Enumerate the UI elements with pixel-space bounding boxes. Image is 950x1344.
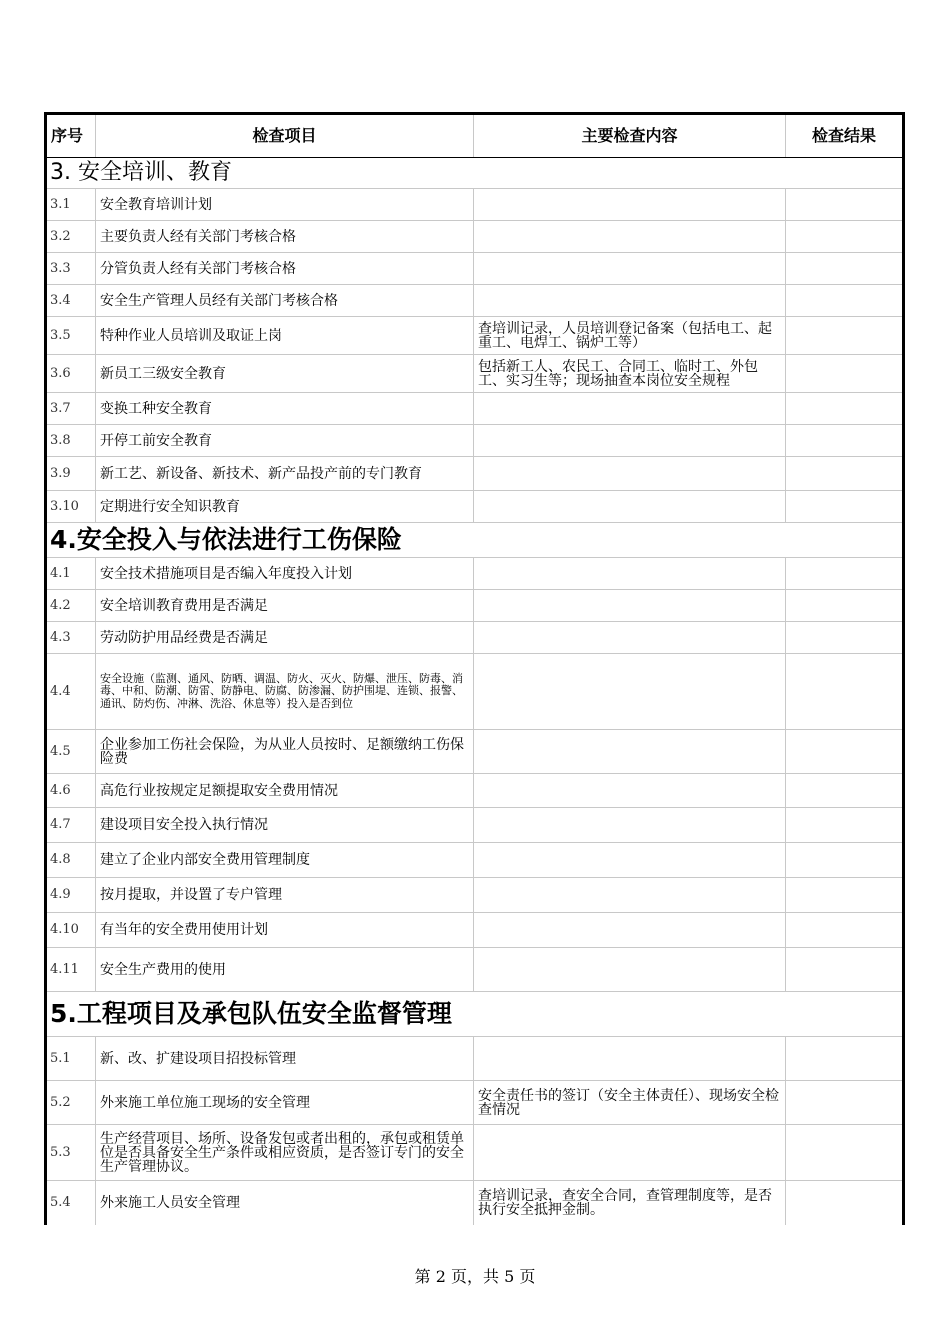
section-title: 5.工程项目及承包队伍安全监督管理: [46, 992, 904, 1037]
row-no: 4.7: [46, 808, 96, 843]
row-no: 3.7: [46, 393, 96, 425]
row-no: 4.9: [46, 878, 96, 913]
row-item: 企业参加工伤社会保险，为从业人员按时、足额缴纳工伤保险费: [96, 730, 474, 774]
table-row: [46, 948, 904, 992]
row-result-cell[interactable]: [786, 1037, 904, 1081]
row-content: [474, 558, 786, 590]
section-title: 4.安全投入与依法进行工伤保险: [46, 523, 904, 558]
row-item: 新、改、扩建设项目招投标管理: [96, 1037, 474, 1081]
row-no: 5.1: [46, 1037, 96, 1081]
table-row: [46, 1081, 904, 1125]
header-col-no: 序号: [46, 114, 96, 158]
row-no: 3.4: [46, 285, 96, 317]
row-item: 按月提取，并设置了专户管理: [96, 878, 474, 913]
row-no: 4.4: [46, 654, 96, 730]
row-result-cell[interactable]: [786, 808, 904, 843]
row-item: 主要负责人经有关部门考核合格: [96, 221, 474, 253]
row-content: 查培训记录，人员培训登记备案（包括电工、起重工、电焊工、锅炉工等）: [474, 317, 786, 355]
row-result-cell[interactable]: [786, 393, 904, 425]
row-item: 安全设施（监测、通风、防晒、调温、防火、灭火、防爆、泄压、防毒、消毒、中和、防潮、防雷、防静电、防腐、防渗漏、防护围堤、连锁、报警、通讯、防灼伤、冲淋、洗浴、休息等）投入是否到位: [96, 654, 474, 730]
row-result-cell[interactable]: [786, 558, 904, 590]
row-no: 4.6: [46, 774, 96, 808]
row-item: 安全技术措施项目是否编入年度投入计划: [96, 558, 474, 590]
row-no: 3.6: [46, 355, 96, 393]
table-header-row: [46, 114, 904, 158]
row-no: 4.3: [46, 622, 96, 654]
table-row: [46, 843, 904, 878]
row-content: [474, 622, 786, 654]
table-row: [46, 808, 904, 843]
row-item: 分管负责人经有关部门考核合格: [96, 253, 474, 285]
row-item: 安全生产费用的使用: [96, 948, 474, 992]
header-col-item: 检查项目: [96, 114, 474, 158]
row-content: [474, 221, 786, 253]
table-row: [46, 774, 904, 808]
table-row: [46, 1181, 904, 1225]
row-result-cell[interactable]: [786, 189, 904, 221]
section-row: [46, 523, 904, 558]
row-no: 3.2: [46, 221, 96, 253]
table-row: [46, 189, 904, 221]
row-result-cell[interactable]: [786, 221, 904, 253]
row-no: 4.11: [46, 948, 96, 992]
row-no: 5.2: [46, 1081, 96, 1125]
table-row: [46, 558, 904, 590]
row-content: [474, 425, 786, 457]
row-result-cell[interactable]: [786, 590, 904, 622]
table-row: [46, 425, 904, 457]
row-item: 定期进行安全知识教育: [96, 491, 474, 523]
table-row: [46, 1125, 904, 1181]
table-row: [46, 622, 904, 654]
row-no: 3.1: [46, 189, 96, 221]
row-result-cell[interactable]: [786, 317, 904, 355]
row-content: [474, 1125, 786, 1181]
section-row: [46, 992, 904, 1037]
row-no: 3.8: [46, 425, 96, 457]
row-result-cell[interactable]: [786, 425, 904, 457]
row-no: 3.9: [46, 457, 96, 491]
row-result-cell[interactable]: [786, 774, 904, 808]
row-no: 4.1: [46, 558, 96, 590]
table-row: [46, 913, 904, 948]
row-item: 特种作业人员培训及取证上岗: [96, 317, 474, 355]
table-row: [46, 355, 904, 393]
row-no: 4.2: [46, 590, 96, 622]
row-item: 外来施工单位施工现场的安全管理: [96, 1081, 474, 1125]
row-item: 劳动防护用品经费是否满足: [96, 622, 474, 654]
row-content: [474, 189, 786, 221]
row-content: 包括新工人、农民工、合同工、临时工、外包工、实习生等；现场抽查本岗位安全规程: [474, 355, 786, 393]
table-row: [46, 590, 904, 622]
row-content: [474, 457, 786, 491]
row-item: 建立了企业内部安全费用管理制度: [96, 843, 474, 878]
row-result-cell[interactable]: [786, 355, 904, 393]
row-no: 4.8: [46, 843, 96, 878]
table-row: [46, 393, 904, 425]
row-result-cell[interactable]: [786, 1181, 904, 1225]
row-result-cell[interactable]: [786, 843, 904, 878]
inspection-table: [44, 112, 905, 1225]
row-content: [474, 878, 786, 913]
row-item: 高危行业按规定足额提取安全费用情况: [96, 774, 474, 808]
row-no: 3.10: [46, 491, 96, 523]
header-col-content: 主要检查内容: [474, 114, 786, 158]
row-item: 建设项目安全投入执行情况: [96, 808, 474, 843]
table-row: [46, 1037, 904, 1081]
table-row: [46, 457, 904, 491]
row-result-cell[interactable]: [786, 285, 904, 317]
row-result-cell[interactable]: [786, 457, 904, 491]
row-content: [474, 393, 786, 425]
table-row: [46, 491, 904, 523]
row-content: 安全责任书的签订（安全主体责任）、现场安全检查情况: [474, 1081, 786, 1125]
row-no: 5.4: [46, 1181, 96, 1225]
row-item: 安全培训教育费用是否满足: [96, 590, 474, 622]
table-row: [46, 878, 904, 913]
row-result-cell[interactable]: [786, 654, 904, 730]
row-no: 4.5: [46, 730, 96, 774]
row-content: [474, 730, 786, 774]
row-result-cell[interactable]: [786, 948, 904, 992]
row-result-cell[interactable]: [786, 730, 904, 774]
table-row: [46, 253, 904, 285]
row-content: [474, 1037, 786, 1081]
table-row: [46, 730, 904, 774]
row-content: [474, 948, 786, 992]
row-no: 3.3: [46, 253, 96, 285]
row-no: 5.3: [46, 1125, 96, 1181]
section-title: 3. 安全培训、教育: [46, 158, 904, 189]
row-result-cell[interactable]: [786, 878, 904, 913]
row-item: 新员工三级安全教育: [96, 355, 474, 393]
row-content: [474, 285, 786, 317]
row-item: 开停工前安全教育: [96, 425, 474, 457]
row-item: 变换工种安全教育: [96, 393, 474, 425]
row-content: [474, 654, 786, 730]
section-row: [46, 158, 904, 189]
row-item: 安全生产管理人员经有关部门考核合格: [96, 285, 474, 317]
row-result-cell[interactable]: [786, 491, 904, 523]
row-content: [474, 808, 786, 843]
row-item: 外来施工人员安全管理: [96, 1181, 474, 1225]
row-content: [474, 491, 786, 523]
row-no: 4.10: [46, 913, 96, 948]
row-item: 生产经营项目、场所、设备发包或者出租的，承包或租赁单位是否具备安全生产条件或相应资质，是否签订专门的安全生产管理协议。: [96, 1125, 474, 1181]
row-item: 有当年的安全费用使用计划: [96, 913, 474, 948]
row-content: [474, 253, 786, 285]
row-content: [474, 913, 786, 948]
row-item: 新工艺、新设备、新技术、新产品投产前的专门教育: [96, 457, 474, 491]
page-number: 第 2 页，共 5 页: [414, 1267, 536, 1286]
table-row: [46, 221, 904, 253]
table-row: [46, 654, 904, 730]
row-no: 3.5: [46, 317, 96, 355]
row-result-cell[interactable]: [786, 253, 904, 285]
row-result-cell[interactable]: [786, 622, 904, 654]
row-item: 安全教育培训计划: [96, 189, 474, 221]
row-content: [474, 843, 786, 878]
row-result-cell[interactable]: [786, 1081, 904, 1125]
row-content: [474, 774, 786, 808]
table-row: [46, 285, 904, 317]
row-content: 查培训记录，查安全合同，查管理制度等，是否执行安全抵押金制。: [474, 1181, 786, 1225]
row-result-cell[interactable]: [786, 1125, 904, 1181]
row-result-cell[interactable]: [786, 913, 904, 948]
table-row: [46, 317, 904, 355]
row-content: [474, 590, 786, 622]
header-col-result: 检查结果: [786, 114, 904, 158]
